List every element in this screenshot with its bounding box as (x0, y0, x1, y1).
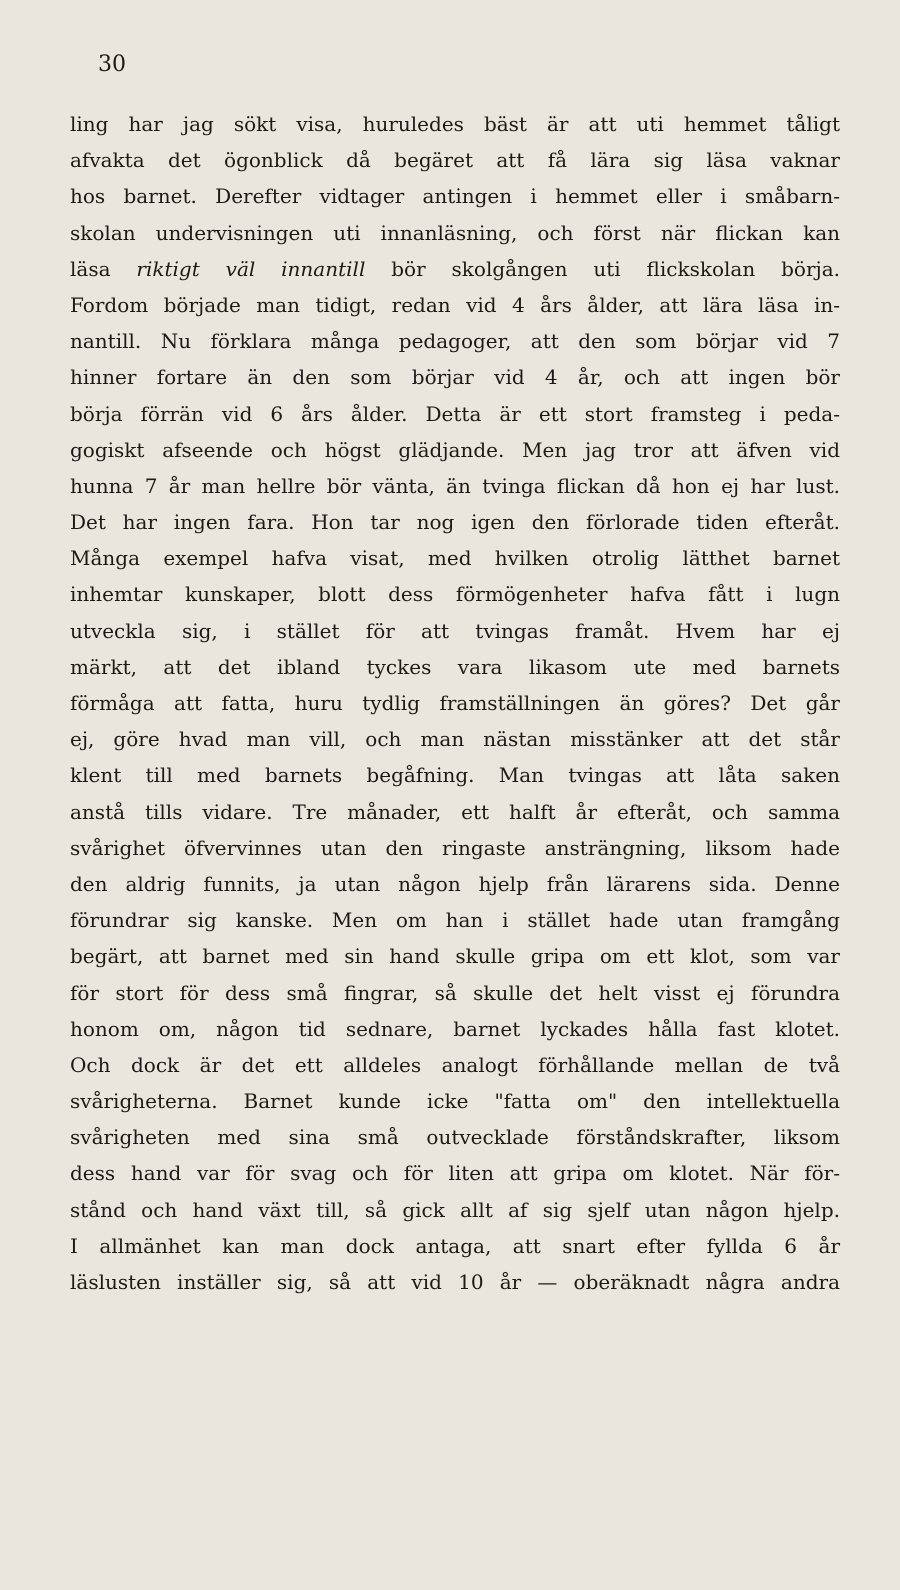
text-line: Det har ingen fara. Hon tar nog igen den förlorade tiden efteråt. (70, 510, 840, 535)
text-line: förmåga att fatta, huru tydlig framställningen än göres? Det går (70, 691, 840, 715)
text-line: honom om, någon tid sednare, barnet lyckades hålla fast klotet. (70, 1016, 840, 1041)
text-line: märkt, att det ibland tyckes vara likasom ute med barnets (70, 654, 840, 679)
text-line: I allmänhet kan man dock antaga, att snart efter fyllda 6 år (70, 1233, 840, 1258)
text-line: klent till med barnets begåfning. Man tvingas att låta saken (70, 763, 840, 788)
text-line: nantill. Nu förklara många pedagoger, att den som börjar vid 7 (70, 329, 840, 354)
text-line: begärt, att barnet med sin hand skulle gripa om ett klot, som var (70, 944, 840, 969)
text-line: svårigheten med sina små outvecklade förståndskrafter, liksom (70, 1125, 840, 1150)
text-line: ej, göre hvad man vill, och man nästan misstänker att det står (70, 727, 840, 752)
text-line: för stort för dess små fingrar, så skulle det helt visst ej förundra (70, 980, 840, 1005)
text-line: anstå tills vidare. Tre månader, ett halft år efteråt, och samma (70, 799, 840, 824)
text-line: afvakta det ögonblick då begäret att få lära sig läsa vaknar (70, 148, 840, 173)
text-line: Många exempel hafva visat, med hvilken otrolig lätthet barnet (70, 546, 840, 571)
text-segment: bör skolgången uti flickskolan börja. (365, 256, 841, 281)
text-line: hunna 7 år man hellre bör vänta, än tvinga flickan då hon ej har lust. (70, 473, 840, 498)
text-line: ling har jag sökt visa, huruledes bäst är att uti hemmet tåligt (70, 112, 840, 136)
text-line: stånd och hand växt till, så gick allt af sig sjelf utan någon hjelp. (70, 1197, 840, 1222)
text-line: svårighet öfvervinnes utan den ringaste ansträngning, liksom hade (70, 835, 840, 860)
text-line: hos barnet. Derefter vidtager antingen i hemmet eller i småbarn- (70, 184, 840, 209)
body-text (70, 106, 840, 1300)
text-line: skolan undervisningen uti innanläsning, och först när flickan kan (70, 220, 840, 245)
text-line: den aldrig funnits, ja utan någon hjelp från lärarens sida. Denne (70, 871, 840, 896)
text-line: svårigheterna. Barnet kunde icke "fatta om" den intellektuella (70, 1089, 840, 1114)
text-line (70, 251, 840, 287)
text-line: Fordom började man tidigt, redan vid 4 års ålder, att lära läsa in- (70, 292, 840, 317)
text-line: förundrar sig kanske. Men om han i stället hade utan framgång (70, 908, 840, 933)
text-segment: läsa (70, 256, 137, 281)
text-line: dess hand var för svag och för liten att gripa om klotet. När för- (70, 1161, 840, 1186)
text-line: läslusten inställer sig, så att vid 10 år — oberäknadt några andra (70, 1270, 840, 1294)
page-number: 30 (98, 52, 126, 77)
text-line: inhemtar kunskaper, blott dess förmögenheter hafva fått i lugn (70, 582, 840, 607)
text-line: Och dock är det ett alldeles analogt förhållande mellan de två (70, 1052, 840, 1077)
text-line: utveckla sig, i stället för att tvingas framåt. Hvem har ej (70, 618, 840, 643)
text-line: börja förrän vid 6 års ålder. Detta är ett stort framsteg i peda- (70, 401, 840, 426)
italic-emphasis: riktigt väl innantill (136, 256, 366, 281)
text-line: hinner fortare än den som börjar vid 4 år, och att ingen bör (70, 365, 840, 390)
text-line: gogiskt afseende och högst glädjande. Men jag tror att äfven vid (70, 437, 840, 462)
